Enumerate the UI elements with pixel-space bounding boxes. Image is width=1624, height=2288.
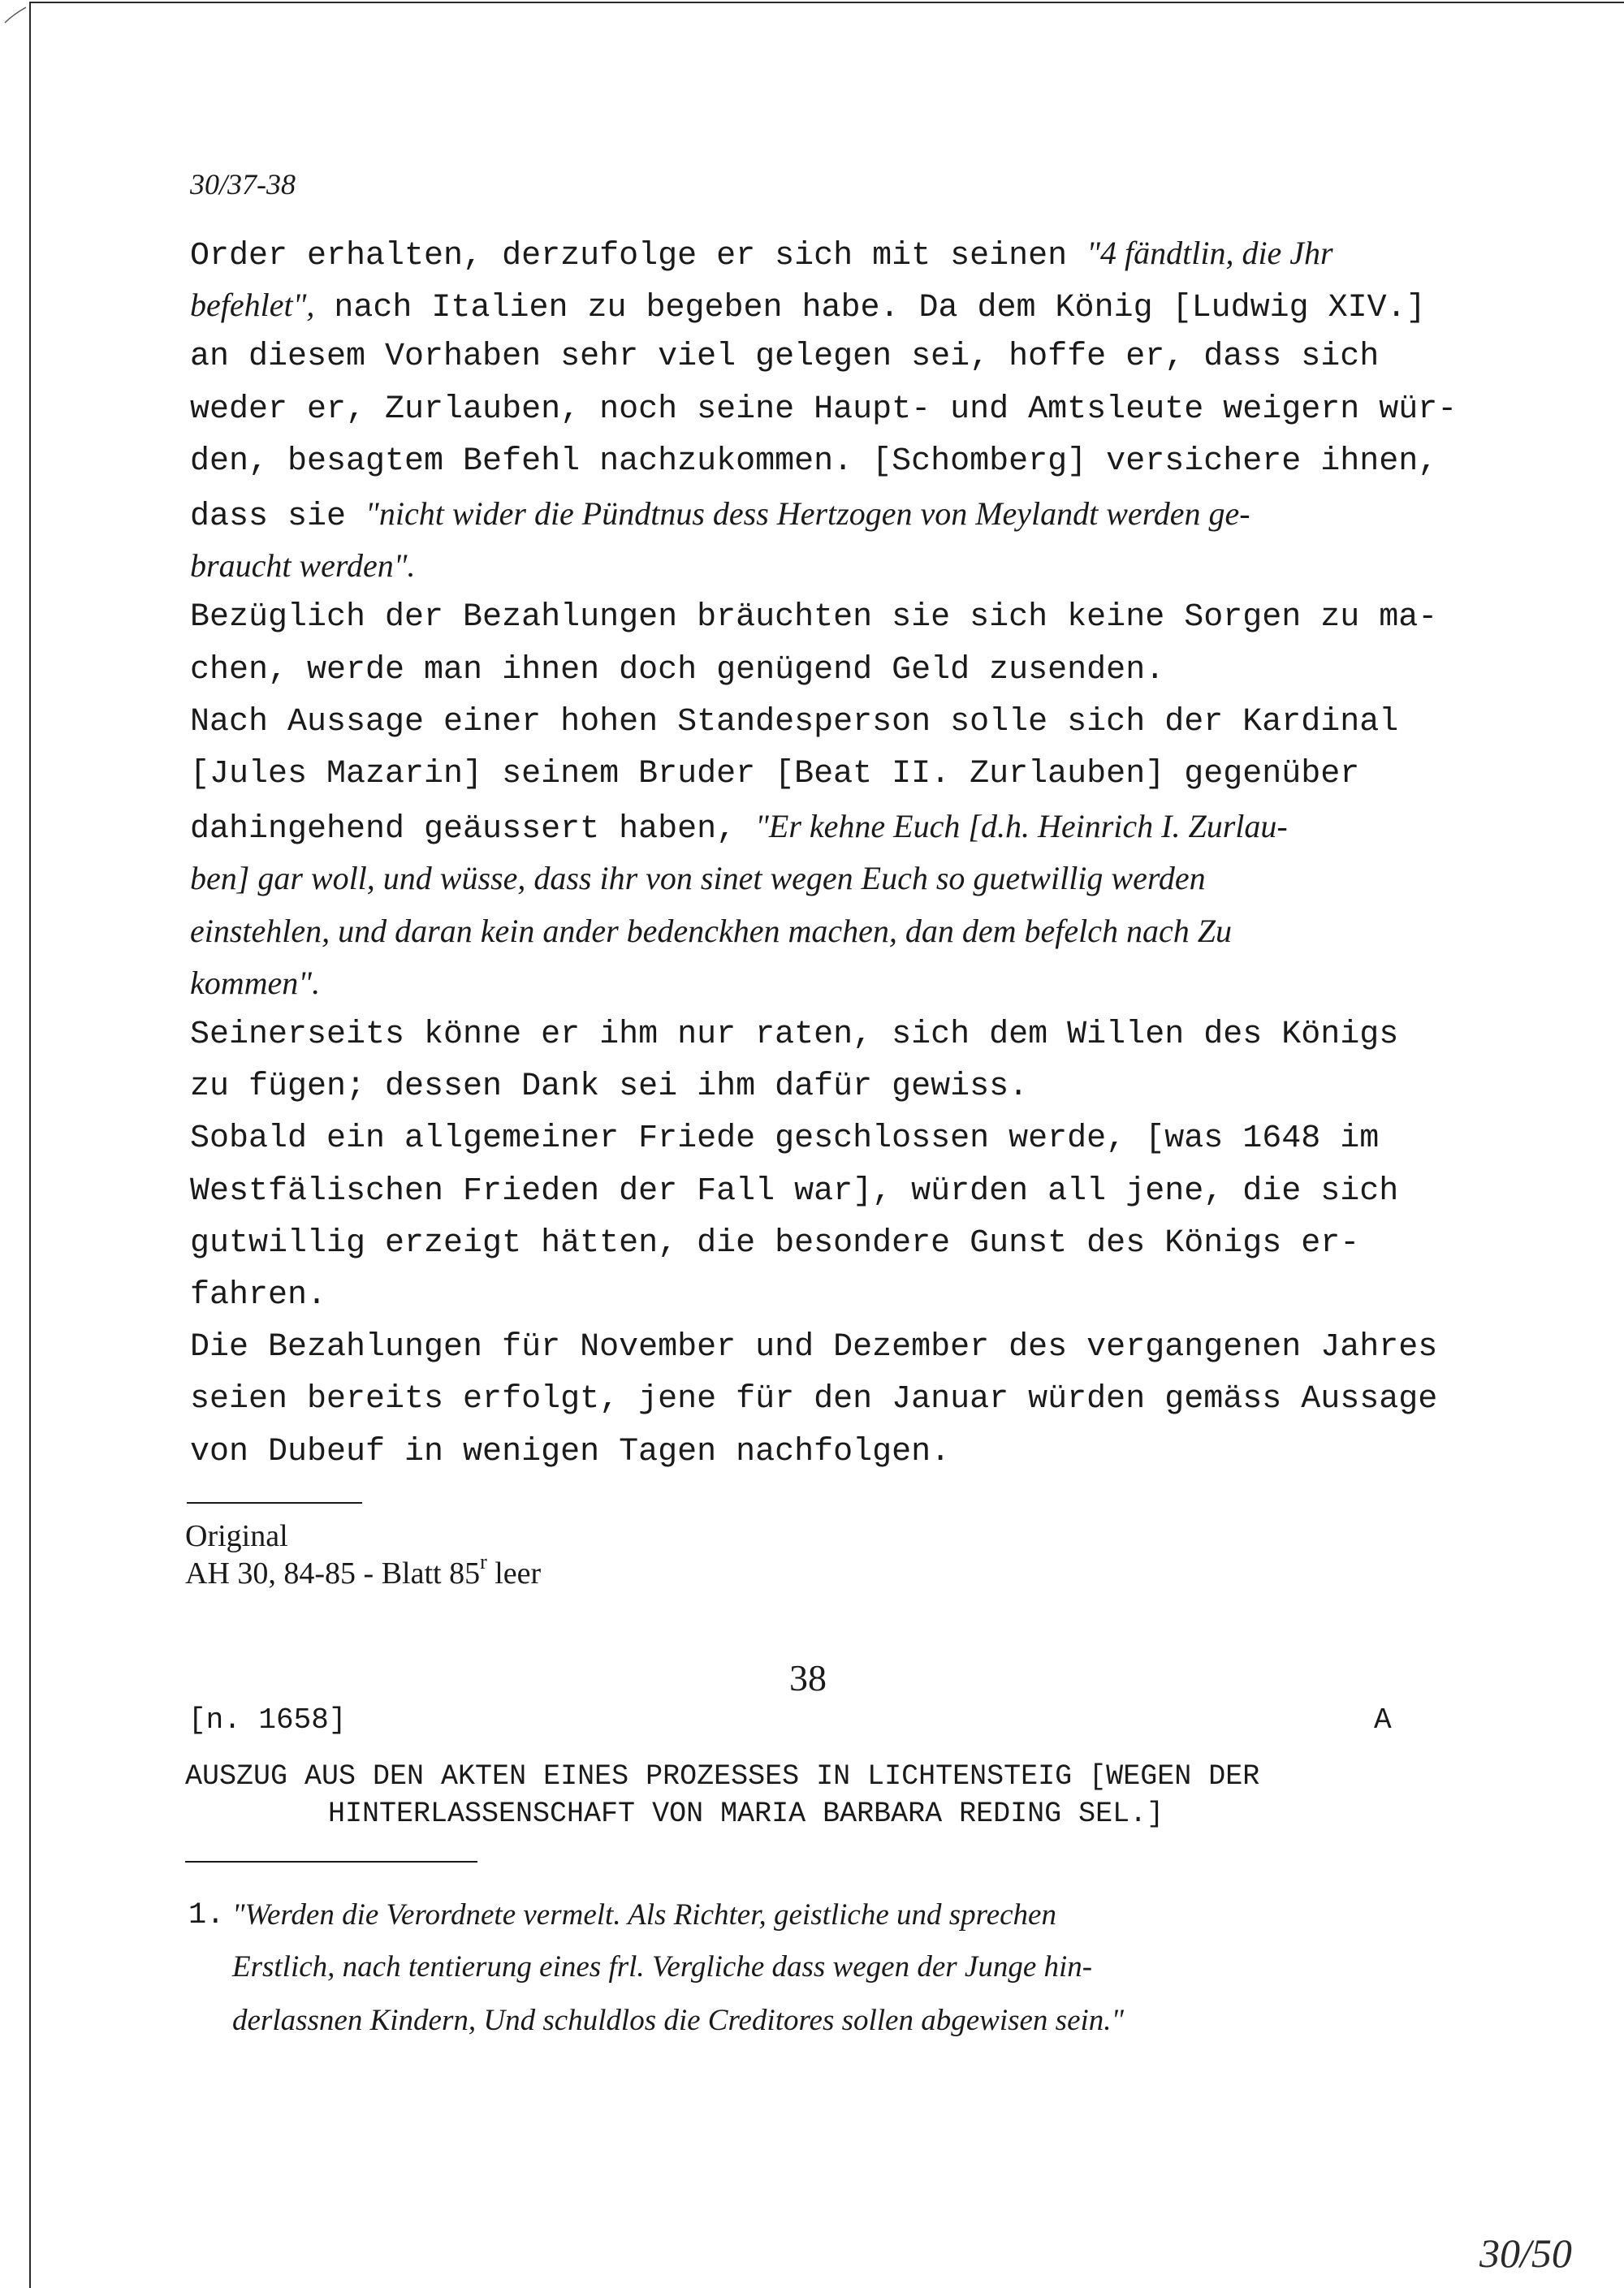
citation-main: AH 30, 84-85 - Blatt 85	[185, 1556, 481, 1591]
body-line	[190, 1120, 1379, 1159]
body-text-segment: Seinerseits könne er ihm nur raten, sich dem Willen des Königs	[190, 1017, 1399, 1053]
body-text-segment: dass sie	[190, 499, 366, 535]
body-line	[190, 651, 1164, 690]
quoted-source-text: "4 fändtlin, die Jhr	[1086, 235, 1333, 271]
source-separator-rule	[187, 1502, 362, 1504]
body-line	[190, 1172, 1398, 1211]
body-text-segment: den, besagtem Befehl nachzukommen. [Schomberg] versichere ihnen,	[190, 443, 1438, 480]
body-line	[190, 1433, 950, 1472]
document-letter: A	[1374, 1703, 1392, 1737]
body-line	[190, 1380, 1437, 1419]
quoted-source-text: befehlet",	[190, 287, 315, 323]
body-line	[190, 859, 1206, 901]
body-line	[190, 703, 1398, 742]
body-line	[190, 442, 1437, 481]
body-text-segment: Bezüglich der Bezahlungen bräuchten sie sich keine Sorgen zu ma-	[190, 599, 1438, 636]
body-line	[190, 964, 320, 1006]
source-label: Original	[185, 1519, 288, 1553]
body-line	[190, 1328, 1437, 1367]
corner-pen-mark	[3, 5, 28, 24]
quoted-source-text: kommen".	[190, 965, 321, 1001]
quoted-source-text: einstehlen, und daran kein ander bedenckhen machen, dan dem befelch nach Zu	[190, 913, 1232, 949]
quoted-source-text: braucht werden".	[190, 547, 416, 584]
body-text-segment: an diesem Vorhaben sehr viel gelegen sei, hoffe er, dass sich	[190, 339, 1380, 375]
body-text-segment: von Dubeuf in wenigen Tagen nachfolgen.	[190, 1434, 951, 1470]
body-text-segment: Nach Aussage einer hohen Standesperson solle sich der Kardinal	[190, 704, 1399, 740]
quoted-source-text: ben] gar woll, und wüsse, dass ihr von sinet wegen Euch so guetwillig werden	[190, 860, 1206, 896]
document-date: [n. 1658]	[188, 1703, 347, 1737]
body-line	[190, 807, 1288, 849]
quoted-source-text: "Er kehne Euch [d.h. Heinrich I. Zurlau-	[755, 808, 1288, 844]
body-line	[190, 912, 1232, 954]
footnote-line-2: Erstlich, nach tentierung eines frl. Vergliche dass wegen der Junge hin-	[232, 1950, 1093, 1984]
document-title-line-2: HINTERLASSENSCHAFT VON MARIA BARBARA REDING SEL.]	[328, 1798, 1164, 1830]
scan-edge-top	[29, 2, 1624, 3]
footnote-number: 1.	[188, 1898, 225, 1932]
footnote-line-3: derlassnen Kindern, Und schuldlos die Creditores sollen abgewisen sein."	[232, 2004, 1125, 2037]
handwritten-page-note	[1476, 2225, 1614, 2282]
body-text-segment: Die Bezahlungen für November und Dezember des vergangenen Jahres	[190, 1329, 1438, 1366]
body-line	[190, 598, 1437, 637]
body-text-segment: Sobald ein allgemeiner Friede geschlossen werde, [was 1648 im	[190, 1120, 1380, 1157]
scan-edge-left	[29, 2, 31, 2288]
body-text-segment: seien bereits erfolgt, jene für den Januar würden gemäss Aussage	[190, 1381, 1438, 1418]
body-line	[190, 1016, 1398, 1055]
body-text-segment: gutwillig erzeigt hätten, die besondere Gunst des Königs er-	[190, 1225, 1360, 1262]
body-text-segment: [Jules Mazarin] seinem Bruder [Beat II. Zurlauben] gegenüber	[190, 756, 1360, 792]
footnote-separator-rule	[185, 1861, 477, 1863]
body-line	[190, 546, 416, 589]
body-line	[190, 286, 1426, 328]
document-title-line-1: AUSZUG AUS DEN AKTEN EINES PROZESSES IN LICHTENSTEIG [WEGEN DER	[185, 1760, 1260, 1793]
body-text-segment: chen, werde man ihnen doch genügend Geld zusenden.	[190, 652, 1165, 689]
body-text-segment: dahingehend geäussert haben,	[190, 811, 756, 848]
handwritten-note-text: 30/50	[1479, 2230, 1572, 2276]
body-text-segment: Westfälischen Frieden der Fall war], würden all jene, die sich	[190, 1173, 1399, 1210]
body-line	[190, 755, 1359, 794]
body-line	[190, 494, 1250, 537]
document-number: 38	[789, 1657, 827, 1699]
body-text-segment: Order erhalten, derzufolge er sich mit seinen	[190, 238, 1087, 274]
citation-superscript: r	[480, 1550, 487, 1574]
source-citation	[185, 1550, 542, 1595]
body-line	[190, 1068, 1028, 1107]
body-text-segment: zu fügen; dessen Dank sei ihm dafür gewiss.	[190, 1068, 1029, 1105]
body-text-segment: nach Italien zu begeben habe. Da dem König [Ludwig XIV.]	[314, 290, 1426, 326]
body-line	[190, 1224, 1359, 1263]
quoted-source-text: "nicht wider die Pündtnus dess Hertzogen von Meylandt werden ge-	[365, 495, 1250, 532]
body-line	[190, 391, 1457, 430]
body-line	[190, 338, 1379, 377]
document-reference: 30/37-38	[190, 168, 296, 201]
footnote-line-1: "Werden die Verordnete vermelt. Als Richter, geistliche und sprechen	[232, 1898, 1056, 1932]
body-line	[190, 234, 1333, 276]
citation-end: leer	[486, 1556, 542, 1591]
body-line	[190, 1276, 326, 1315]
body-text-segment: fahren.	[190, 1277, 327, 1314]
body-text-segment: weder er, Zurlauben, noch seine Haupt- und Amtsleute weigern wür-	[190, 391, 1458, 428]
